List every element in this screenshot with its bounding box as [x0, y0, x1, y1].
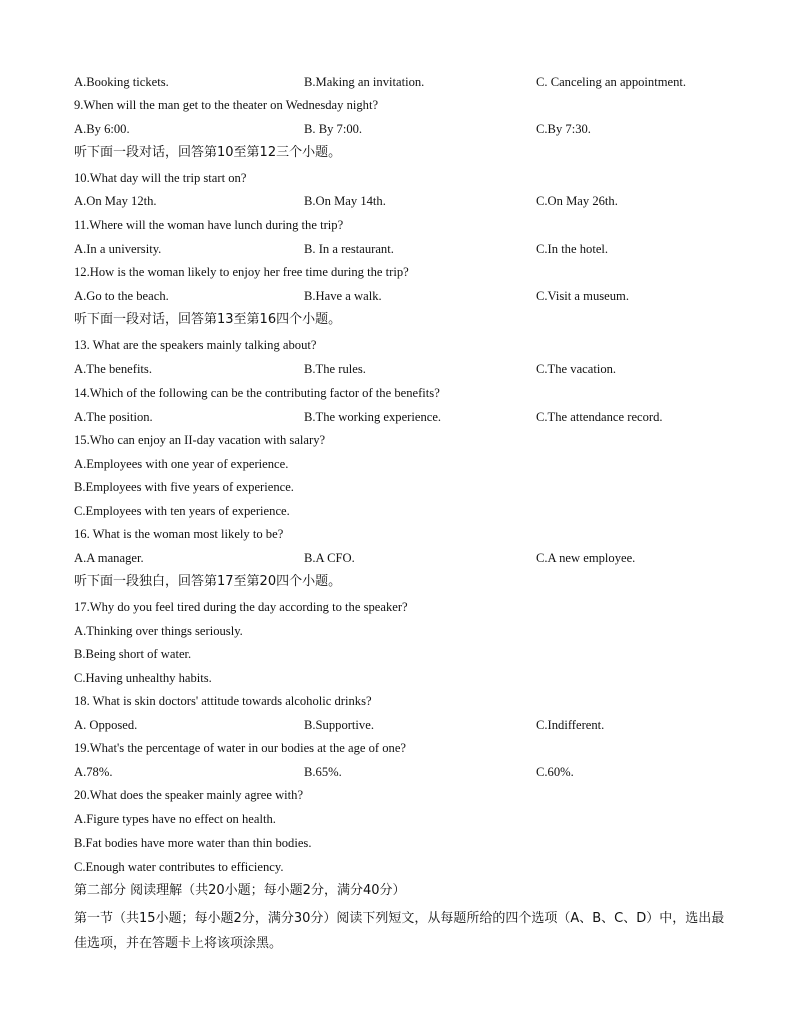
section-instruction: 听下面一段独白，回答第17至第20四个小题。: [74, 574, 342, 589]
answer-options-row: [74, 714, 734, 736]
question-line: 18. What is skin doctors' attitude towards alcoholic drinks?: [74, 694, 372, 708]
answer-options-row: [74, 285, 734, 307]
option-a: A.Go to the beach.: [74, 289, 169, 303]
option-a: A.By 6:00.: [74, 122, 130, 136]
question-line: 12.How is the woman likely to enjoy her free time during the trip?: [74, 265, 409, 279]
question-line: C.Enough water contributes to efficiency.: [74, 860, 284, 874]
option-b: B.Making an invitation.: [304, 75, 425, 89]
question-line: 13. What are the speakers mainly talking about?: [74, 338, 317, 352]
option-c: C.60%.: [536, 765, 574, 779]
option-c: C.The vacation.: [536, 362, 617, 376]
question-line: 16. What is the woman most likely to be?: [74, 527, 284, 541]
section-instruction: 第二部分 阅读理解（共20小题；每小题2分，满分40分）: [74, 883, 406, 898]
option-c: C.By 7:30.: [536, 122, 591, 136]
option-a: A.In a university.: [74, 242, 162, 256]
option-b: B.The rules.: [304, 362, 366, 376]
question-line: 9.When will the man get to the theater on Wednesday night?: [74, 98, 379, 112]
question-line: B.Fat bodies have more water than thin bodies.: [74, 836, 312, 850]
option-a: A.The position.: [74, 410, 153, 424]
option-b: B.On May 14th.: [304, 194, 386, 208]
question-line: 20.What does the speaker mainly agree with?: [74, 788, 304, 802]
option-b: B.Supportive.: [304, 718, 374, 732]
section-instruction: 听下面一段对话，回答第13至第16四个小题。: [74, 312, 342, 327]
question-line: A.Employees with one year of experience.: [74, 457, 289, 471]
section-instruction: 第一节（共15小题；每小题2分，满分30分）阅读下列短文，从每题所给的四个选项（A、B、C、D）中，选出最佳选项，并在答题卡上将该项涂黑。: [74, 911, 725, 951]
option-b: B.The working experience.: [304, 410, 442, 424]
option-c: C.Visit a museum.: [536, 289, 629, 303]
option-a: A. Opposed.: [74, 718, 138, 732]
question-line: C.Employees with ten years of experience.: [74, 504, 290, 518]
answer-options-row: [74, 71, 734, 93]
answer-options-row: [74, 190, 734, 212]
option-c: C.On May 26th.: [536, 194, 618, 208]
option-c: C.Indifferent.: [536, 718, 605, 732]
answer-options-row: [74, 118, 734, 140]
question-line: C.Having unhealthy habits.: [74, 671, 212, 685]
question-line: A.Thinking over things seriously.: [74, 624, 243, 638]
question-line: 11.Where will the woman have lunch during the trip?: [74, 218, 344, 232]
question-line: B.Being short of water.: [74, 647, 192, 661]
option-a: A.78%.: [74, 765, 113, 779]
question-line: B.Employees with five years of experience.: [74, 480, 294, 494]
option-b: B.A CFO.: [304, 551, 355, 565]
question-line: 10.What day will the trip start on?: [74, 171, 247, 185]
option-c: C.The attendance record.: [536, 410, 663, 424]
option-b: B.Have a walk.: [304, 289, 382, 303]
question-line: A.Figure types have no effect on health.: [74, 812, 276, 826]
answer-options-row: [74, 406, 734, 428]
answer-options-row: [74, 238, 734, 260]
question-line: 15.Who can enjoy an II-day vacation with salary?: [74, 433, 326, 447]
option-a: A.The benefits.: [74, 362, 152, 376]
question-line: 17.Why do you feel tired during the day according to the speaker?: [74, 600, 408, 614]
answer-options-row: [74, 547, 734, 569]
option-c: C.A new employee.: [536, 551, 636, 565]
option-b: B. In a restaurant.: [304, 242, 394, 256]
option-c: C. Canceling an appointment.: [536, 75, 687, 89]
answer-options-row: [74, 761, 734, 783]
answer-options-row: [74, 358, 734, 380]
option-a: A.A manager.: [74, 551, 144, 565]
question-line: 19.What's the percentage of water in our bodies at the age of one?: [74, 741, 407, 755]
option-a: A.On May 12th.: [74, 194, 157, 208]
option-b: B.65%.: [304, 765, 342, 779]
section-instruction: 听下面一段对话，回答第10至第12三个小题。: [74, 145, 342, 160]
question-line: 14.Which of the following can be the contributing factor of the benefits?: [74, 386, 440, 400]
option-b: B. By 7:00.: [304, 122, 363, 136]
option-c: C.In the hotel.: [536, 242, 609, 256]
option-a: A.Booking tickets.: [74, 75, 169, 89]
